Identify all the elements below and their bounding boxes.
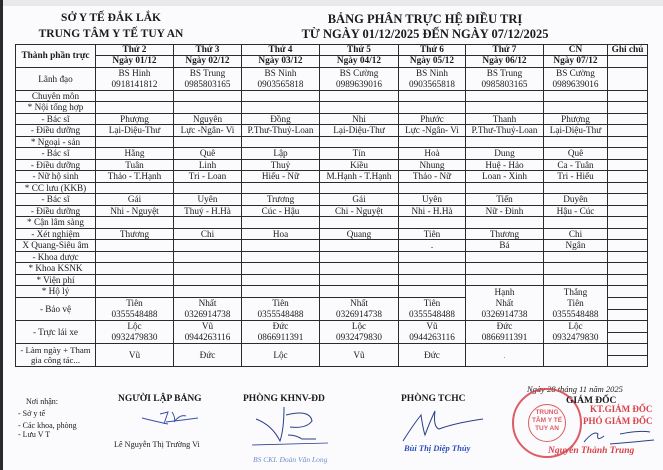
table-row-specialty <box>16 90 648 102</box>
table-row <box>16 205 648 217</box>
table-cell <box>399 286 466 298</box>
table-cell: Lộc <box>242 343 320 366</box>
cell-phone: 0918141812 <box>111 78 158 89</box>
table-cell: Duyên <box>544 194 608 206</box>
cell-phone: 0989639016 <box>336 78 382 89</box>
table-row <box>16 240 648 252</box>
row-label: - Điều dưỡng <box>16 159 96 171</box>
table-cell <box>544 343 608 366</box>
corner-label: Thành phần trực <box>16 45 96 68</box>
table-cell <box>96 67 174 90</box>
table-cell: Vũ <box>96 343 174 366</box>
table-row <box>16 251 648 263</box>
cell-name: BS Trung <box>189 68 226 79</box>
cell-name: Tiên <box>126 298 143 309</box>
recipient-item: - Sở y tế <box>18 409 46 418</box>
khnv-name: BS CKI. Đoàn Văn Long <box>253 455 328 464</box>
cell-name: BS Hinh <box>118 68 151 79</box>
table-cell: . <box>466 343 544 366</box>
table-row-leadership <box>16 67 648 90</box>
cell-name: Nhất <box>350 298 368 309</box>
org-line-2: TRUNG TÂM Y TẾ TUY AN <box>38 28 184 40</box>
cell-name: Tiên <box>567 298 584 309</box>
section-row-internal-medicine <box>16 102 648 114</box>
table-cell <box>174 286 242 298</box>
note-cell <box>608 274 648 286</box>
table-cell: Quê <box>174 148 242 160</box>
table-cell: Lại-Diệu-Thư <box>320 125 399 137</box>
row-label: - Điều dưỡng <box>16 125 96 137</box>
cell-name: Tiên <box>423 298 441 309</box>
table-cell: Loan - Xinh <box>466 171 544 183</box>
table-row <box>16 194 648 206</box>
preparer-title: NGƯỜI LẬP BẢNG <box>118 394 202 404</box>
table-cell: Hoa <box>242 228 320 240</box>
khnv-signature-icon <box>250 405 330 447</box>
khnv-title: PHÒNG KHNV-ĐD <box>243 394 325 404</box>
table-row <box>16 274 648 286</box>
note-cell <box>608 251 648 263</box>
page-subtitle: TỪ NGÀY 01/12/2025 ĐẾN NGÀY 07/12/2025 <box>301 27 549 41</box>
row-label: - Điều dưỡng <box>16 205 96 217</box>
table-cell <box>242 297 320 320</box>
row-label: Chuyên môn <box>16 90 96 102</box>
cell-phone: 0866911391 <box>257 331 304 342</box>
cell-name: Tiên <box>272 298 289 309</box>
table-row <box>16 228 648 240</box>
row-label: - Xét nghiệm <box>16 228 96 240</box>
note-cell <box>608 171 648 183</box>
section-label: * Nội tổng hợp <box>16 102 96 114</box>
row-label: X Quang-Siêu âm <box>16 240 96 252</box>
table-cell: Hậu - Cúc <box>544 205 608 217</box>
cell-phone: 0989639016 <box>552 78 599 89</box>
table-cell: Tuân <box>96 159 174 171</box>
table-cell <box>174 67 242 90</box>
cell-name: BS Ninh <box>264 68 297 79</box>
stamp-text: TRUNG TÂM Y TẾ TUY AN <box>528 404 566 442</box>
table-cell <box>320 297 399 320</box>
table-cell <box>466 67 544 90</box>
page-title: BẢNG PHÂN TRỰC HỆ ĐIỀU TRỊ <box>327 12 523 26</box>
table-cell: Đức <box>399 343 466 366</box>
cell-phone: 0985803165 <box>481 78 528 89</box>
director-name: Nguyễn Thành Trung <box>548 446 635 456</box>
cell-phone: 0944263116 <box>184 331 231 342</box>
table-cell: Ngân <box>544 240 608 252</box>
table-cell: Uyên <box>399 194 466 206</box>
header-row-date <box>16 56 648 67</box>
table-cell <box>242 67 320 90</box>
table-cell: Vũ <box>320 343 399 366</box>
table-cell: Tiên <box>399 228 466 240</box>
row-label: - Bảo vệ <box>16 297 96 320</box>
date-header: Ngày 05/12 <box>399 56 466 67</box>
director-title: GIÁM ĐỐC <box>566 396 617 406</box>
table-cell: Quang <box>320 228 399 240</box>
table-cell: Uyên <box>174 194 242 206</box>
table-cell: M.Hạnh - T.Hạnh <box>320 171 399 183</box>
row-label: Lãnh đạo <box>16 67 96 90</box>
cell-name: BS Cường <box>556 68 595 79</box>
row-label: - Bác sĩ <box>16 194 96 206</box>
note-cell <box>608 228 648 240</box>
table-cell: . <box>399 240 466 252</box>
table-row <box>16 148 648 160</box>
tchc-signature-icon <box>395 405 485 445</box>
cell-name: Đức <box>496 321 513 332</box>
section-row-paraclinical <box>16 217 648 229</box>
cell-phone: 0932479830 <box>552 331 599 342</box>
table-cell: Tín <box>320 148 399 160</box>
table-cell: Linh <box>174 159 242 171</box>
table-cell <box>242 240 320 252</box>
cell-phone: 0355548488 <box>111 308 158 319</box>
table-cell: Thảo - T.Hạnh <box>96 171 174 183</box>
table-cell: Thương <box>466 228 544 240</box>
table-cell: Tiến <box>466 194 544 206</box>
table-cell: Nữ - Đinh <box>466 205 544 217</box>
table-cell <box>544 67 608 90</box>
section-row-surgery-obstetrics <box>16 136 648 148</box>
note-cell <box>608 286 648 298</box>
table-cell: Nhi - H.Hà <box>399 205 466 217</box>
row-label: - Bác sĩ <box>16 113 96 125</box>
weekday-header: Thứ 3 <box>174 45 242 56</box>
table-cell <box>320 240 399 252</box>
cell-phone: 0355548488 <box>257 308 304 319</box>
row-label: * Viện phí <box>16 274 96 286</box>
recipient-item: - Các khoa, phòng <box>18 421 77 430</box>
table-row <box>16 125 648 137</box>
preparer-signature-icon <box>138 408 202 428</box>
table-cell <box>96 320 174 343</box>
note-cell <box>608 113 648 125</box>
weekday-header: Thứ 2 <box>96 45 174 56</box>
section-label: * CC lưu (KKB) <box>16 182 96 194</box>
table-cell: Lại-Diệu-Thư <box>96 125 174 137</box>
row-label: * Khoa KSNK <box>16 263 96 275</box>
table-cell: Huệ - Hảo <box>466 159 544 171</box>
cell-phone: 0326914738 <box>481 308 528 319</box>
table-cell: Nhi <box>320 113 399 125</box>
cell-name: Nhất <box>198 298 217 309</box>
note-cell <box>608 205 648 217</box>
table-cell: Phước <box>399 113 466 125</box>
table-cell: Gái <box>96 194 174 206</box>
table-cell: P.Thư-Thuỷ-Loan <box>466 125 544 137</box>
table-cell: Thuỷ <box>242 159 320 171</box>
table-cell: Lực -Ngân- Vi <box>399 125 466 137</box>
date-header: Ngày 07/12 <box>544 56 608 67</box>
note-cell <box>608 125 648 137</box>
row-label: - Làm ngày + Tham gia công tác... <box>16 343 96 366</box>
table-cell <box>320 67 399 90</box>
cell-name: BS Ninh <box>416 68 448 79</box>
table-cell: Gái <box>320 194 399 206</box>
weekday-header: Thứ 6 <box>399 45 466 56</box>
table-cell: Lực -Ngân- Vi <box>174 125 242 137</box>
table-cell <box>544 297 608 320</box>
table-cell <box>242 286 320 298</box>
table-cell: Ca - Tuân <box>544 159 608 171</box>
table-cell: Dung <box>466 148 544 160</box>
left-edge-border <box>0 0 3 470</box>
cell-name: Vũ <box>201 321 214 332</box>
cell-name: Nhất <box>495 298 514 309</box>
table-cell: Thuý - H.Hà <box>174 205 242 217</box>
tchc-name: Bùi Thị Diệp Thúy <box>404 443 471 453</box>
table-cell: Chi <box>174 228 242 240</box>
note-cell <box>608 263 648 275</box>
table-cell <box>174 297 242 320</box>
table-cell: Thương <box>96 228 174 240</box>
table-cell: Bá <box>466 240 544 252</box>
cell-name: Đức <box>272 321 289 332</box>
table-cell <box>544 320 608 343</box>
table-cell: P.Thư-Thuỷ-Loan <box>242 125 320 137</box>
table-cell: Tri - Loan <box>174 171 242 183</box>
director-sub-title-2: PHÓ GIÁM ĐỐC <box>583 416 653 426</box>
table-cell: Chi <box>544 228 608 240</box>
note-cell <box>608 67 648 90</box>
cell-phone: 0866911391 <box>481 331 528 342</box>
cell-name: Lộc <box>127 321 142 332</box>
cell-phone: 0932479830 <box>336 331 382 342</box>
row-label: - Trực lái xe <box>16 320 96 343</box>
cell-phone: 0932479830 <box>111 331 158 342</box>
table-cell: Phượng <box>96 113 174 125</box>
note-cell <box>608 320 648 343</box>
cell-phone: 0326914738 <box>336 308 382 319</box>
tchc-title: PHÒNG TCHC <box>401 394 466 404</box>
table-cell: Nguyên <box>174 113 242 125</box>
section-row-emergency <box>16 182 648 194</box>
table-cell <box>242 320 320 343</box>
cell-phone: 0355548488 <box>409 308 455 319</box>
note-cell <box>608 297 648 320</box>
table-cell: Hằng <box>96 148 174 160</box>
weekday-header: Thứ 7 <box>466 45 544 56</box>
table-cell: Quê <box>544 148 608 160</box>
table-cell: Nhung <box>399 159 466 171</box>
table-row <box>16 113 648 125</box>
table-cell: Phượng <box>544 113 608 125</box>
preparer-name: Lê Nguyễn Thị Trường Vi <box>114 440 200 449</box>
table-cell: Lập <box>242 148 320 160</box>
date-header: Ngày 04/12 <box>320 56 399 67</box>
recipients-title: Nơi nhận: <box>26 397 59 406</box>
table-row <box>16 263 648 275</box>
date-header: Ngày 06/12 <box>466 56 544 67</box>
note-cell <box>608 343 648 366</box>
cell-name: BS Cường <box>339 68 379 79</box>
note-cell <box>608 240 648 252</box>
table-cell <box>320 320 399 343</box>
section-label: * Ngoại - sản <box>16 136 96 148</box>
section-label: * Cận lâm sàng <box>16 217 96 229</box>
table-cell: Hoà <box>399 148 466 160</box>
table-cell <box>174 240 242 252</box>
table-row-driver <box>16 320 648 343</box>
table-cell <box>174 320 242 343</box>
table-cell <box>96 297 174 320</box>
date-header: Ngày 02/12 <box>174 56 242 67</box>
org-line-1: SỞ Y TẾ ĐẮK LẮK <box>61 12 161 24</box>
table-row <box>16 159 648 171</box>
date-header: Ngày 03/12 <box>242 56 320 67</box>
table-row <box>16 286 648 298</box>
table-cell: Hiếu - Nữ <box>242 171 320 183</box>
cell-phone: 0326914738 <box>184 308 231 319</box>
table-cell: Nhi - Nguyệt <box>96 205 174 217</box>
table-cell: Tri - Hiếu <box>544 171 608 183</box>
table-cell: Đức <box>174 343 242 366</box>
table-cell <box>320 286 399 298</box>
note-cell <box>608 159 648 171</box>
recipient-item: - Lưu V T <box>18 430 51 439</box>
table-row <box>16 171 648 183</box>
table-cell: Thảo - Nữ <box>399 171 466 183</box>
cell-phone: 0903565818 <box>257 78 304 89</box>
table-cell <box>96 286 174 298</box>
weekday-header: CN <box>544 45 608 56</box>
cell-name: Lộc <box>351 321 367 332</box>
note-header: Ghi chú <box>608 45 648 56</box>
table-cell <box>466 320 544 343</box>
table-cell: Đồng <box>242 113 320 125</box>
table-cell: Thắng <box>544 286 608 298</box>
table-row-daytime <box>16 343 648 366</box>
table-cell: Lại-Diệu-Thư <box>544 125 608 137</box>
note-cell <box>608 194 648 206</box>
cell-name: BS Trung <box>486 68 523 79</box>
table-cell: Kiều <box>320 159 399 171</box>
row-label: - Nữ hộ sinh <box>16 171 96 183</box>
note-cell <box>608 56 648 67</box>
date-line: Ngày 28 tháng 11 năm 2025 <box>527 384 623 394</box>
cell-phone: 0903565818 <box>409 78 455 89</box>
header-row-weekday <box>16 45 648 56</box>
cell-name: Vũ <box>426 321 438 332</box>
table-cell: Hạnh <box>466 286 544 298</box>
table-row-security <box>16 297 648 320</box>
table-cell <box>466 297 544 320</box>
table-cell: Thanh <box>466 113 544 125</box>
cell-name: Lộc <box>568 321 583 332</box>
cell-phone: 0355548488 <box>552 308 599 319</box>
row-label: * Hộ lý <box>16 286 96 298</box>
note-cell <box>608 148 648 160</box>
table-cell: Cúc - Hậu <box>242 205 320 217</box>
table-cell <box>399 320 466 343</box>
date-header: Ngày 01/12 <box>96 56 174 67</box>
weekday-header: Thứ 5 <box>320 45 399 56</box>
table-cell <box>96 240 174 252</box>
table-cell <box>399 297 466 320</box>
table-cell: Trương <box>242 194 320 206</box>
cell-phone: 0985803165 <box>184 78 231 89</box>
table-cell <box>399 67 466 90</box>
row-label: - Khoa dược <box>16 251 96 263</box>
director-sub-title-1: KT.GIÁM ĐỐC <box>590 404 653 414</box>
weekday-header: Thứ 4 <box>242 45 320 56</box>
table-cell: Chi - Nguyệt <box>320 205 399 217</box>
cell-phone: 0944263116 <box>409 331 455 342</box>
row-label: - Bác sĩ <box>16 148 96 160</box>
duty-roster-table <box>15 44 648 367</box>
